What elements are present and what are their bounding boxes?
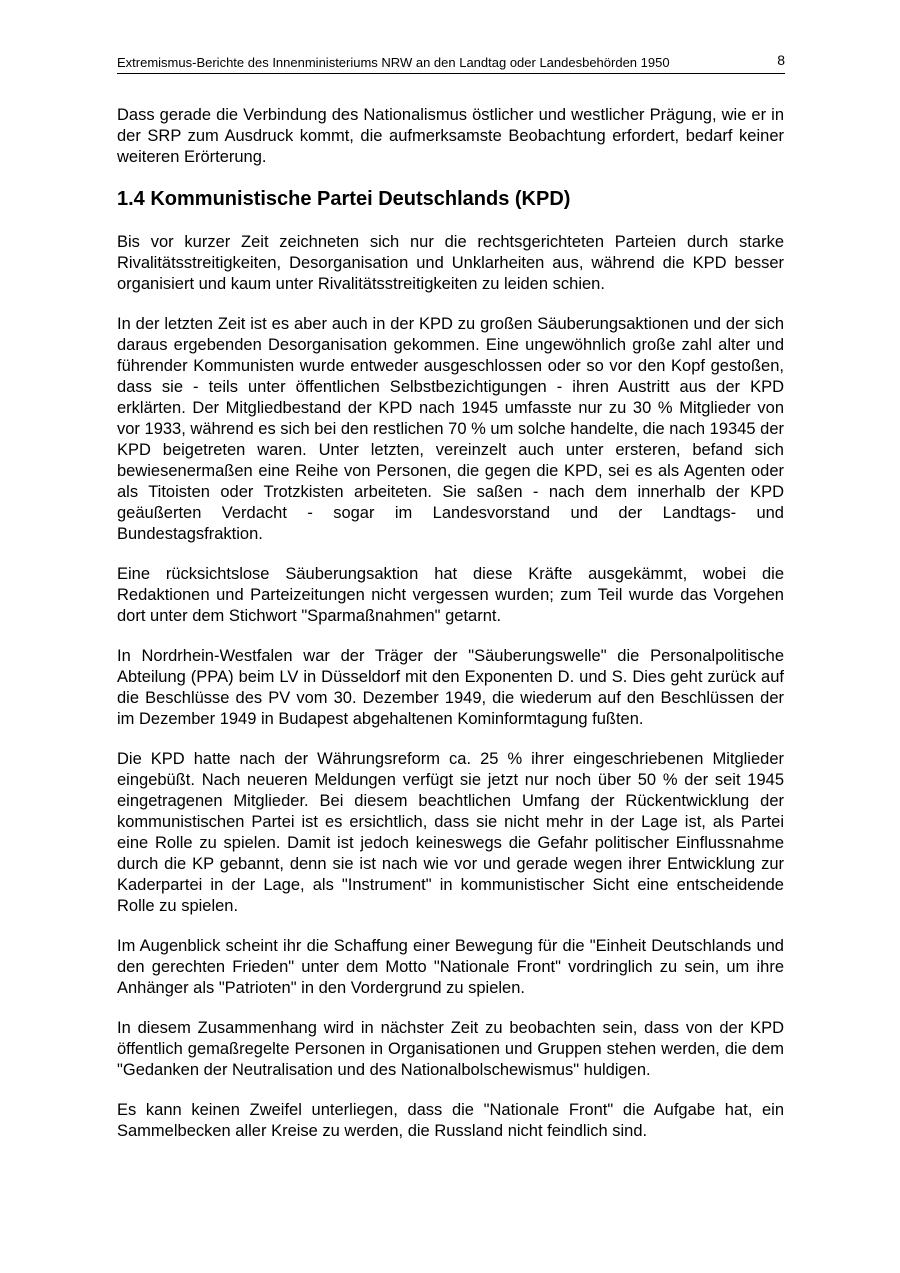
intro-paragraph: Dass gerade die Verbindung des Nationalismus östlicher und westlicher Prägung, wie er in der SRP zum Ausdruck kommt, die aufmerksamste Beobachtung erfordert, bedarf keiner weiteren Erörterung. — [117, 106, 784, 166]
paragraph-purges: In der letzten Zeit ist es aber auch in der KPD zu großen Säuberungsaktionen und der sich daraus ergebenden Desorganisation gekommen. Eine ungewöhnlich große zahl alter und führender Kommunisten wurde entweder ausgeschlossen oder so vor den Kopf gestoßen, dass sie - teils unter öffentlichen Selbstbezichtigungen - ihren Austritt aus der KPD erklärten. Der Mitgliedbestand der KPD nach 1945 umfasste nur zu 30 % Mitglieder von vor 1933, während es sich bei den restlichen 70 % um solche handelte, die nach 19345 der KPD beigetreten waren. Unter letzten, vereinzelt auch unter ersteren, befand sich bewiesenermaßen eine Reihe von Personen, die gegen die KPD, sei es als Agenten oder als Titoisten oder Trotzkisten arbeiteten. Sie saßen - nach dem innerhalb der KPD geäußerten Verdacht - sogar im Landesvorstand und der Landtags- und Bundestagsfraktion. — [117, 315, 784, 543]
section-heading: 1.4 Kommunistische Partei Deutschlands (KPD) — [117, 188, 571, 210]
header-title: Extremismus-Berichte des Innenministeriums NRW an den Landtag oder Landesbehörden 1950 — [117, 55, 670, 70]
paragraph-rivalry: Bis vor kurzer Zeit zeichneten sich nur die rechtsgerichteten Parteien durch starke Rivalitätsstreitigkeiten, Desorganisation und Unklarheiten aus, während die KPD besser organisiert und kaum unter Rivalitätsstreitigkeiten zu leiden schien. — [117, 233, 784, 293]
page-number: 8 — [777, 52, 785, 68]
paragraph-membership-decline: Die KPD hatte nach der Währungsreform ca. 25 % ihrer eingeschriebenen Mitglieder eingebüßt. Nach neueren Meldungen verfügt sie jetzt nur noch über 50 % der seit 1945 eingetragenen Mitglieder. Bei diesem beachtlichen Umfang der Rückentwicklung der kommunistischen Partei ist es ersichtlich, dass sie nicht mehr in der Lage ist, als Partei eine Rolle zu spielen. Damit ist jedoch keineswegs die Gefahr politischer Einflussnahme durch die KP gebannt, denn sie ist nach wie vor und gerade wegen ihrer Entwicklung zur Kaderpartei in der Lage, als "Instrument" in kommunistischer Sicht eine entscheidende Rolle zu spielen. — [117, 750, 784, 915]
paragraph-neutralisation: In diesem Zusammenhang wird in nächster Zeit zu beobachten sein, dass von der KPD öffentlich gemaßregelte Personen in Organisationen und Gruppen stehen werden, die dem "Gedanken der Neutralisation und des Nationalbolschewismus" huldigen. — [117, 1019, 784, 1079]
paragraph-conclusion: Es kann keinen Zweifel unterliegen, dass die "Nationale Front" die Aufgabe hat, ein Sammelbecken aller Kreise zu werden, die Russland nicht feindlich sind. — [117, 1101, 784, 1140]
document-body — [117, 105, 784, 1161]
paragraph-national-front: Im Augenblick scheint ihr die Schaffung einer Bewegung für die "Einheit Deutschlands und den gerechten Frieden" unter dem Motto "Nationale Front" vordringlich zu sein, um ihre Anhänger als "Patrioten" in den Vordergrund zu spielen. — [117, 937, 784, 997]
paragraph-cleanup-action: Eine rücksichtslose Säuberungsaktion hat diese Kräfte ausgekämmt, wobei die Redaktionen und Parteizeitungen nicht vergessen wurden; zum Teil wurde das Vorgehen dort unter dem Stichwort "Sparmaßnahmen" getarnt. — [117, 565, 784, 625]
running-header — [117, 54, 785, 74]
paragraph-nrw-ppa: In Nordrhein-Westfalen war der Träger der "Säuberungswelle" die Personalpolitische Abteilung (PPA) beim LV in Düsseldorf mit den Exponenten D. und S. Dies geht zurück auf die Beschlüsse des PV vom 30. Dezember 1949, die wiederum auf den Beschlüssen der im Dezember 1949 in Budapest abgehaltenen Kominformtagung fußten. — [117, 647, 784, 728]
